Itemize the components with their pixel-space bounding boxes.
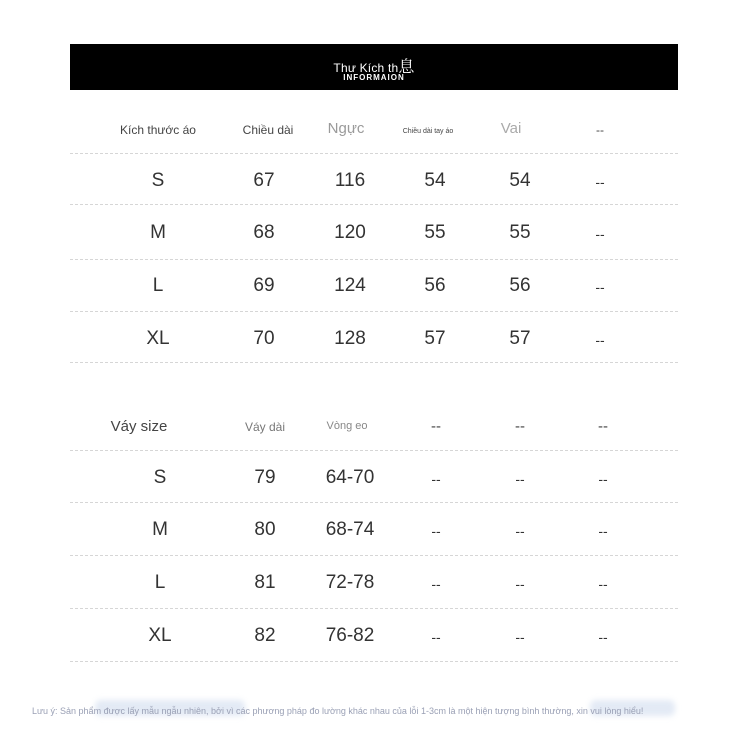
divider — [70, 502, 678, 503]
banner-title-glyph: 息 — [398, 57, 415, 76]
header-extra-3: -- — [598, 418, 608, 435]
chest-cell: 128 — [334, 328, 366, 349]
divider — [70, 661, 678, 662]
size-cell: XL — [146, 328, 170, 349]
size-cell: S — [151, 170, 165, 191]
header-extra: -- — [596, 123, 604, 137]
length-cell: 68 — [253, 222, 275, 243]
extra-cell: -- — [598, 471, 608, 487]
waist-cell: 68-74 — [325, 519, 375, 540]
extra-cell: -- — [515, 629, 525, 645]
size-cell: L — [152, 275, 164, 296]
extra-cell: -- — [598, 523, 608, 539]
header-length: Chiều dài — [242, 123, 294, 137]
skirt-length-cell: 79 — [254, 467, 276, 488]
extra-cell: -- — [515, 523, 525, 539]
header-extra-2: -- — [515, 418, 525, 435]
extra-cell: -- — [598, 629, 608, 645]
divider — [70, 608, 678, 609]
header-extra-1: -- — [431, 418, 441, 435]
size-cell: L — [154, 572, 166, 593]
divider — [70, 259, 678, 260]
extra-cell: -- — [431, 576, 441, 592]
header-skirt-size: Váy size — [110, 418, 168, 435]
size-cell: M — [152, 519, 168, 540]
size-cell: XL — [148, 625, 172, 646]
header-shoulder: Vai — [500, 120, 522, 137]
divider — [70, 362, 678, 363]
extra-cell: -- — [431, 523, 441, 539]
size-info-banner — [70, 44, 678, 90]
waist-cell: 64-70 — [325, 467, 375, 488]
length-cell: 67 — [253, 170, 275, 191]
header-chest: Ngực — [327, 120, 365, 137]
extra-cell: -- — [595, 226, 605, 242]
divider — [70, 204, 678, 205]
divider — [70, 153, 678, 154]
extra-cell: -- — [515, 471, 525, 487]
measurement-note: Lưu ý: Sản phẩm được lấy mẫu ngẫu nhiên, bởi vì các phương pháp đo lường khác nhau của lỗi 1-3cm là một hiện tượng bình thường, xin vui lòng hiểu! — [32, 706, 644, 716]
size-cell: S — [153, 467, 167, 488]
extra-cell: -- — [595, 332, 605, 348]
length-cell: 70 — [253, 328, 275, 349]
divider — [70, 555, 678, 556]
sleeve-cell: 57 — [424, 328, 446, 349]
size-cell: M — [150, 222, 166, 243]
extra-cell: -- — [431, 471, 441, 487]
shoulder-cell: 55 — [509, 222, 531, 243]
header-waist: Vòng eo — [326, 420, 368, 432]
extra-cell: -- — [515, 576, 525, 592]
extra-cell: -- — [598, 576, 608, 592]
waist-cell: 72-78 — [325, 572, 375, 593]
shoulder-cell: 56 — [509, 275, 531, 296]
sleeve-cell: 54 — [424, 170, 446, 191]
extra-cell: -- — [431, 629, 441, 645]
divider — [70, 450, 678, 451]
header-top-size: Kích thước áo — [120, 123, 196, 137]
sleeve-cell: 56 — [424, 275, 446, 296]
chest-cell: 116 — [334, 170, 366, 191]
banner-subtitle: INFORMAION — [343, 73, 405, 82]
extra-cell: -- — [595, 174, 605, 190]
chest-cell: 124 — [334, 275, 366, 296]
skirt-length-cell: 82 — [254, 625, 276, 646]
length-cell: 69 — [253, 275, 275, 296]
banner-title-text: Thư Kích th — [333, 61, 399, 75]
skirt-length-cell: 80 — [254, 519, 276, 540]
waist-cell: 76-82 — [325, 625, 375, 646]
shoulder-cell: 54 — [509, 170, 531, 191]
divider — [70, 311, 678, 312]
extra-cell: -- — [595, 279, 605, 295]
chest-cell: 120 — [334, 222, 366, 243]
header-skirt-length: Váy dài — [244, 420, 286, 434]
shoulder-cell: 57 — [509, 328, 531, 349]
header-sleeve-length: Chiều dài tay áo — [402, 128, 454, 135]
skirt-length-cell: 81 — [254, 572, 276, 593]
sleeve-cell: 55 — [424, 222, 446, 243]
